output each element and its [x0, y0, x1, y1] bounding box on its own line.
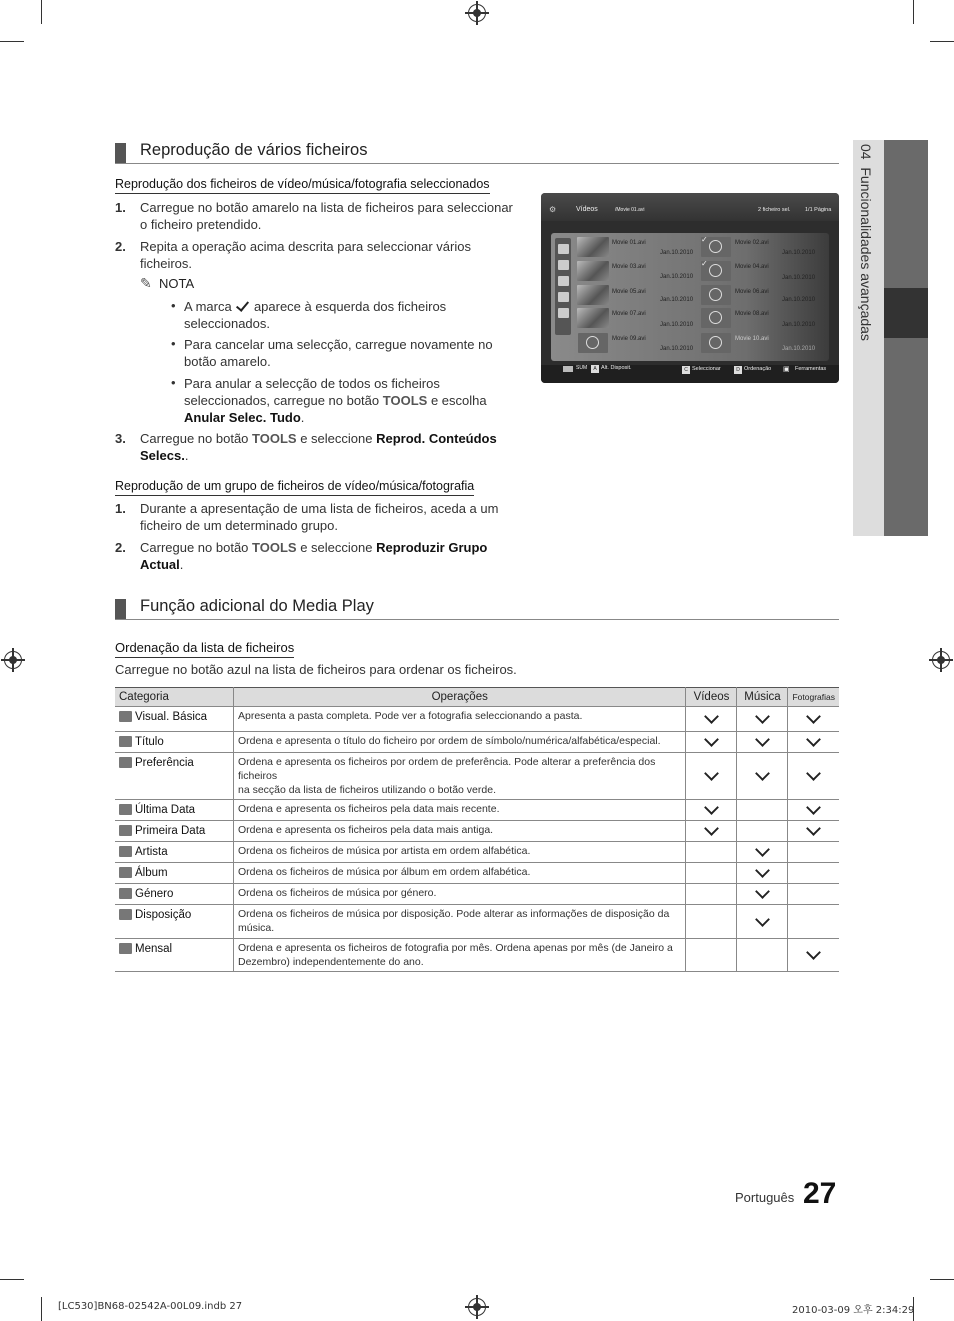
- crop-mark: [930, 41, 954, 42]
- tv-footer-label: Alt. Disposit.: [601, 365, 632, 371]
- support-cell-m: [737, 863, 788, 884]
- video-date: Jan.10.2010: [782, 346, 816, 352]
- video-name: Movie 07.avi: [612, 311, 646, 317]
- tools-icon: ▣: [783, 366, 790, 373]
- video-date: Jan.10.2010: [782, 275, 816, 281]
- chapter-tab-dark: [884, 140, 928, 536]
- video-icon: ⚙: [549, 205, 557, 214]
- calendar-icon: [119, 804, 132, 815]
- note-header: ✎ NOTA: [140, 275, 195, 291]
- table-row: [115, 800, 839, 821]
- step-number: 3.: [115, 431, 126, 446]
- support-cell-v: [686, 732, 737, 753]
- sum-label: SUM: [576, 365, 588, 371]
- category-label: Álbum: [135, 867, 168, 879]
- chevron-check-icon: [755, 766, 770, 781]
- support-cell-m: [737, 753, 788, 800]
- support-cell-f: [788, 863, 839, 884]
- support-cell-v: [686, 884, 737, 905]
- operation-text: Ordena e apresenta o título do ficheiro por ordem de símbolo/numérica/alfabética/especial.: [238, 735, 661, 747]
- operation-cell: [234, 707, 686, 732]
- category-label: Última Data: [135, 804, 196, 816]
- operation-text: Ordena e apresenta os ficheiros pela data mais antiga.: [238, 824, 494, 836]
- tv-path: /Movie 01.avi: [615, 207, 645, 213]
- intro-text: Carregue no botão azul na lista de ficheiros para ordenar os ficheiros.: [115, 662, 517, 677]
- support-cell-v: [686, 863, 737, 884]
- operation-text: música.: [238, 922, 275, 934]
- step-number: 2.: [115, 239, 126, 254]
- video-name: Movie 02.avi: [735, 240, 769, 246]
- chevron-check-icon: [806, 821, 821, 836]
- step-number: 1.: [115, 200, 126, 215]
- support-cell-f: [788, 842, 839, 863]
- support-cell-f: [788, 800, 839, 821]
- folder-icon: [119, 711, 132, 722]
- pencil-icon: ✎: [140, 275, 152, 291]
- button-d-icon: D: [734, 366, 742, 374]
- support-cell-v: [686, 753, 737, 800]
- category-cell: [115, 884, 234, 905]
- operation-text: Apresenta a pasta completa. Pode ver a fotografia seleccionando a pasta.: [238, 710, 583, 722]
- title-icon: [119, 736, 132, 747]
- tv-page: 1/1 Página: [805, 207, 832, 213]
- video-name: Movie 01.avi: [612, 240, 646, 246]
- operation-text: Ordena os ficheiros de música por disposição. Pode alterar as informações de disposição da: [238, 908, 670, 920]
- support-cell-m: [737, 884, 788, 905]
- chevron-check-icon: [806, 732, 821, 747]
- chevron-check-icon: [704, 821, 719, 836]
- chevron-check-icon: [704, 800, 719, 815]
- title-icon: [558, 260, 569, 270]
- table-row: [115, 863, 839, 884]
- registration-mark-icon: [468, 4, 486, 22]
- sum-icon: [563, 366, 573, 372]
- video-name: Movie 03.avi: [612, 264, 646, 270]
- registration-mark-icon: [4, 651, 22, 669]
- col-header-videos: Vídeos: [686, 688, 737, 707]
- support-cell-f: [788, 732, 839, 753]
- tv-selected-count: 2 ficheiro sel.: [758, 207, 791, 213]
- table-row: [115, 842, 839, 863]
- operation-text: Dezembro) independentemente do ano.: [238, 956, 424, 968]
- crop-mark: [41, 0, 42, 24]
- category-cell: [115, 821, 234, 842]
- bullet: •: [171, 336, 176, 351]
- chevron-check-icon: [806, 800, 821, 815]
- subheading: Reprodução de um grupo de ficheiros de vídeo/música/fotografia: [115, 479, 474, 496]
- support-cell-m: [737, 732, 788, 753]
- button-c-icon: C: [682, 366, 690, 374]
- operation-text: Ordena os ficheiros de música por álbum em ordem alfabética.: [238, 866, 531, 878]
- video-date: Jan.10.2010: [660, 250, 694, 256]
- video-date: Jan.10.2010: [660, 346, 694, 352]
- chevron-check-icon: [755, 842, 770, 857]
- sort-options-table: [115, 687, 839, 972]
- film-reel-icon: [701, 285, 731, 305]
- crop-mark: [0, 41, 24, 42]
- support-cell-v: [686, 939, 737, 972]
- film-reel-icon: [701, 333, 731, 353]
- operation-cell: [234, 884, 686, 905]
- step-text: Durante a apresentação de uma lista de ficheiros, aceda a um ficheiro de um determinado grupo.: [140, 501, 499, 533]
- chevron-check-icon: [704, 732, 719, 747]
- step-text: Carregue no botão amarelo na lista de ficheiros para seleccionar o ficheiro pretendido.: [140, 200, 513, 232]
- video-name: Movie 09.avi: [612, 336, 646, 342]
- support-cell-f: [788, 707, 839, 732]
- operation-cell: [234, 732, 686, 753]
- support-cell-v: [686, 821, 737, 842]
- step-number: 2.: [115, 540, 126, 555]
- tv-footer-label: Ferramentas: [795, 366, 827, 372]
- chevron-check-icon: [755, 912, 770, 927]
- film-reel-icon: [701, 308, 731, 328]
- table-row: [115, 753, 839, 800]
- operation-cell: [234, 753, 686, 800]
- category-cell: [115, 732, 234, 753]
- category-cell: [115, 800, 234, 821]
- table-row: [115, 939, 839, 972]
- table-row: [115, 732, 839, 753]
- support-cell-v: [686, 905, 737, 939]
- support-cell-f: [788, 753, 839, 800]
- video-date: Jan.10.2010: [782, 250, 816, 256]
- video-name: Movie 06.avi: [735, 289, 769, 295]
- tv-footer-label: Ordenação: [744, 366, 772, 372]
- video-name: Movie 04.avi: [735, 264, 769, 270]
- operation-cell: [234, 863, 686, 884]
- operation-text: Ordena e apresenta os ficheiros por ordem de preferência. Pode alterar a preferência dos ficheiros: [238, 756, 656, 782]
- crop-mark: [0, 1279, 24, 1280]
- category-cell: [115, 842, 234, 863]
- operation-cell: [234, 821, 686, 842]
- button-a-icon: A: [591, 365, 599, 373]
- support-cell-f: [788, 939, 839, 972]
- chevron-check-icon: [755, 709, 770, 724]
- category-cell: [115, 863, 234, 884]
- note-text: Para anular a selecção de todos os ficheiros seleccionados, carregue no botão TOOLS e escolha Anular Selec. Tudo.: [184, 376, 487, 425]
- table-row: [115, 905, 839, 939]
- video-thumbnail: [577, 237, 609, 257]
- category-label: Visual. Básica: [135, 711, 208, 723]
- chapter-label: 04 Funcionalidades avançadas: [858, 144, 874, 341]
- bullet: •: [171, 298, 176, 313]
- video-date: Jan.10.2010: [660, 297, 694, 303]
- support-cell-m: [737, 842, 788, 863]
- support-cell-m: [737, 939, 788, 972]
- category-cell: [115, 707, 234, 732]
- operation-cell: [234, 905, 686, 939]
- star-icon: [119, 757, 132, 768]
- category-label: Género: [135, 888, 174, 900]
- checkmark-icon: ✓: [701, 235, 708, 244]
- chevron-check-icon: [755, 884, 770, 899]
- basic-view-icon: [558, 244, 569, 254]
- col-header-operations: Operações: [234, 688, 686, 707]
- album-icon: [119, 867, 132, 878]
- video-thumbnail: [577, 261, 609, 281]
- subheading: Reprodução dos ficheiros de vídeo/música/fotografia seleccionados: [115, 177, 490, 194]
- star-icon: [558, 308, 569, 318]
- video-date: Jan.10.2010: [782, 322, 816, 328]
- col-header-category: Categoria: [115, 688, 234, 707]
- calendar-icon: [119, 825, 132, 836]
- chevron-check-icon: [755, 863, 770, 878]
- chevron-check-icon: [755, 732, 770, 747]
- operation-text: Ordena e apresenta os ficheiros de fotografia por mês. Ordena apenas por mês (de Janeiro a: [238, 942, 673, 954]
- footer-language: Português: [735, 1190, 795, 1205]
- operation-cell: [234, 939, 686, 972]
- operation-text: Ordena os ficheiros de música por artista em ordem alfabética.: [238, 845, 531, 857]
- checkmark-icon: [236, 298, 249, 312]
- col-header-photos: Fotografias: [788, 688, 839, 707]
- print-date-info: 2010-03-09 오후 2:34:29: [792, 1305, 915, 1316]
- video-thumbnail: [577, 308, 609, 328]
- crop-mark: [41, 1297, 42, 1321]
- support-cell-v: [686, 800, 737, 821]
- crop-mark: [930, 1279, 954, 1280]
- support-cell-m: [737, 800, 788, 821]
- support-cell-f: [788, 884, 839, 905]
- operation-cell: [234, 842, 686, 863]
- table-row: [115, 707, 839, 732]
- video-name: Movie 10.avi: [735, 336, 769, 342]
- tv-title: Vídeos: [576, 206, 598, 213]
- table-row: [115, 821, 839, 842]
- category-cell: [115, 939, 234, 972]
- note-text: A marca aparece à esquerda dos ficheiros seleccionados.: [184, 299, 447, 331]
- col-header-music: Música: [737, 688, 788, 707]
- video-thumbnail: [577, 285, 609, 305]
- category-label: Artista: [135, 846, 168, 858]
- subheading: Ordenação da lista de ficheiros: [115, 640, 294, 658]
- support-cell-f: [788, 821, 839, 842]
- checkmark-icon: ✓: [701, 259, 708, 268]
- chevron-check-icon: [806, 709, 821, 724]
- category-cell: [115, 753, 234, 800]
- chapter-tab-active: [884, 288, 928, 338]
- category-label: Preferência: [135, 757, 194, 769]
- support-cell-v: [686, 842, 737, 863]
- video-date: Jan.10.2010: [660, 274, 694, 280]
- operation-text: Ordena e apresenta os ficheiros pela data mais recente.: [238, 803, 500, 815]
- film-reel-icon: [578, 333, 608, 353]
- category-label: Mensal: [135, 943, 173, 955]
- support-cell-m: [737, 905, 788, 939]
- genre-icon: [119, 888, 132, 899]
- mood-icon: [119, 909, 132, 920]
- category-cell: [115, 905, 234, 939]
- step-text: Carregue no botão TOOLS e seleccione Reproduzir Grupo Actual.: [140, 540, 488, 572]
- support-cell-v: [686, 707, 737, 732]
- section-title: Função adicional do Media Play: [115, 597, 839, 620]
- video-name: Movie 08.avi: [735, 311, 769, 317]
- support-cell-m: [737, 821, 788, 842]
- category-label: Disposição: [135, 909, 192, 921]
- operation-cell: [234, 800, 686, 821]
- tv-footer-label: Seleccionar: [692, 366, 721, 372]
- chevron-check-icon: [806, 945, 821, 960]
- crop-mark: [913, 0, 914, 24]
- chevron-check-icon: [704, 709, 719, 724]
- calendar-icon: [558, 292, 569, 302]
- category-label: Primeira Data: [135, 825, 206, 837]
- section-title: Reprodução de vários ficheiros: [115, 141, 839, 164]
- print-file-info: [LC530]BN68-02542A-00L09.indb 27: [58, 1301, 243, 1312]
- support-cell-f: [788, 905, 839, 939]
- step-text: Repita a operação acima descrita para seleccionar vários ficheiros.: [140, 239, 471, 271]
- table-row: [115, 884, 839, 905]
- step-number: 1.: [115, 501, 126, 516]
- operation-text: na secção da lista de ficheiros utilizando o botão verde.: [238, 784, 496, 796]
- bullet: •: [171, 375, 176, 390]
- artist-icon: [119, 846, 132, 857]
- calendar-icon: [119, 943, 132, 954]
- tv-screenshot: [541, 193, 839, 383]
- chevron-check-icon: [704, 766, 719, 781]
- video-name: Movie 05.avi: [612, 289, 646, 295]
- note-text: Para cancelar uma selecção, carregue novamente no botão amarelo.: [184, 337, 493, 369]
- page-number: 27: [803, 1177, 837, 1210]
- operation-text: Ordena os ficheiros de música por género.: [238, 887, 437, 899]
- registration-mark-icon: [468, 1298, 486, 1316]
- video-date: Jan.10.2010: [660, 322, 694, 328]
- video-date: Jan.10.2010: [782, 297, 816, 303]
- support-cell-m: [737, 707, 788, 732]
- category-label: Título: [135, 736, 164, 748]
- chevron-check-icon: [806, 766, 821, 781]
- step-text: Carregue no botão TOOLS e seleccione Reprod. Conteúdos Selecs..: [140, 431, 497, 463]
- calendar-icon: [558, 276, 569, 286]
- registration-mark-icon: [932, 651, 950, 669]
